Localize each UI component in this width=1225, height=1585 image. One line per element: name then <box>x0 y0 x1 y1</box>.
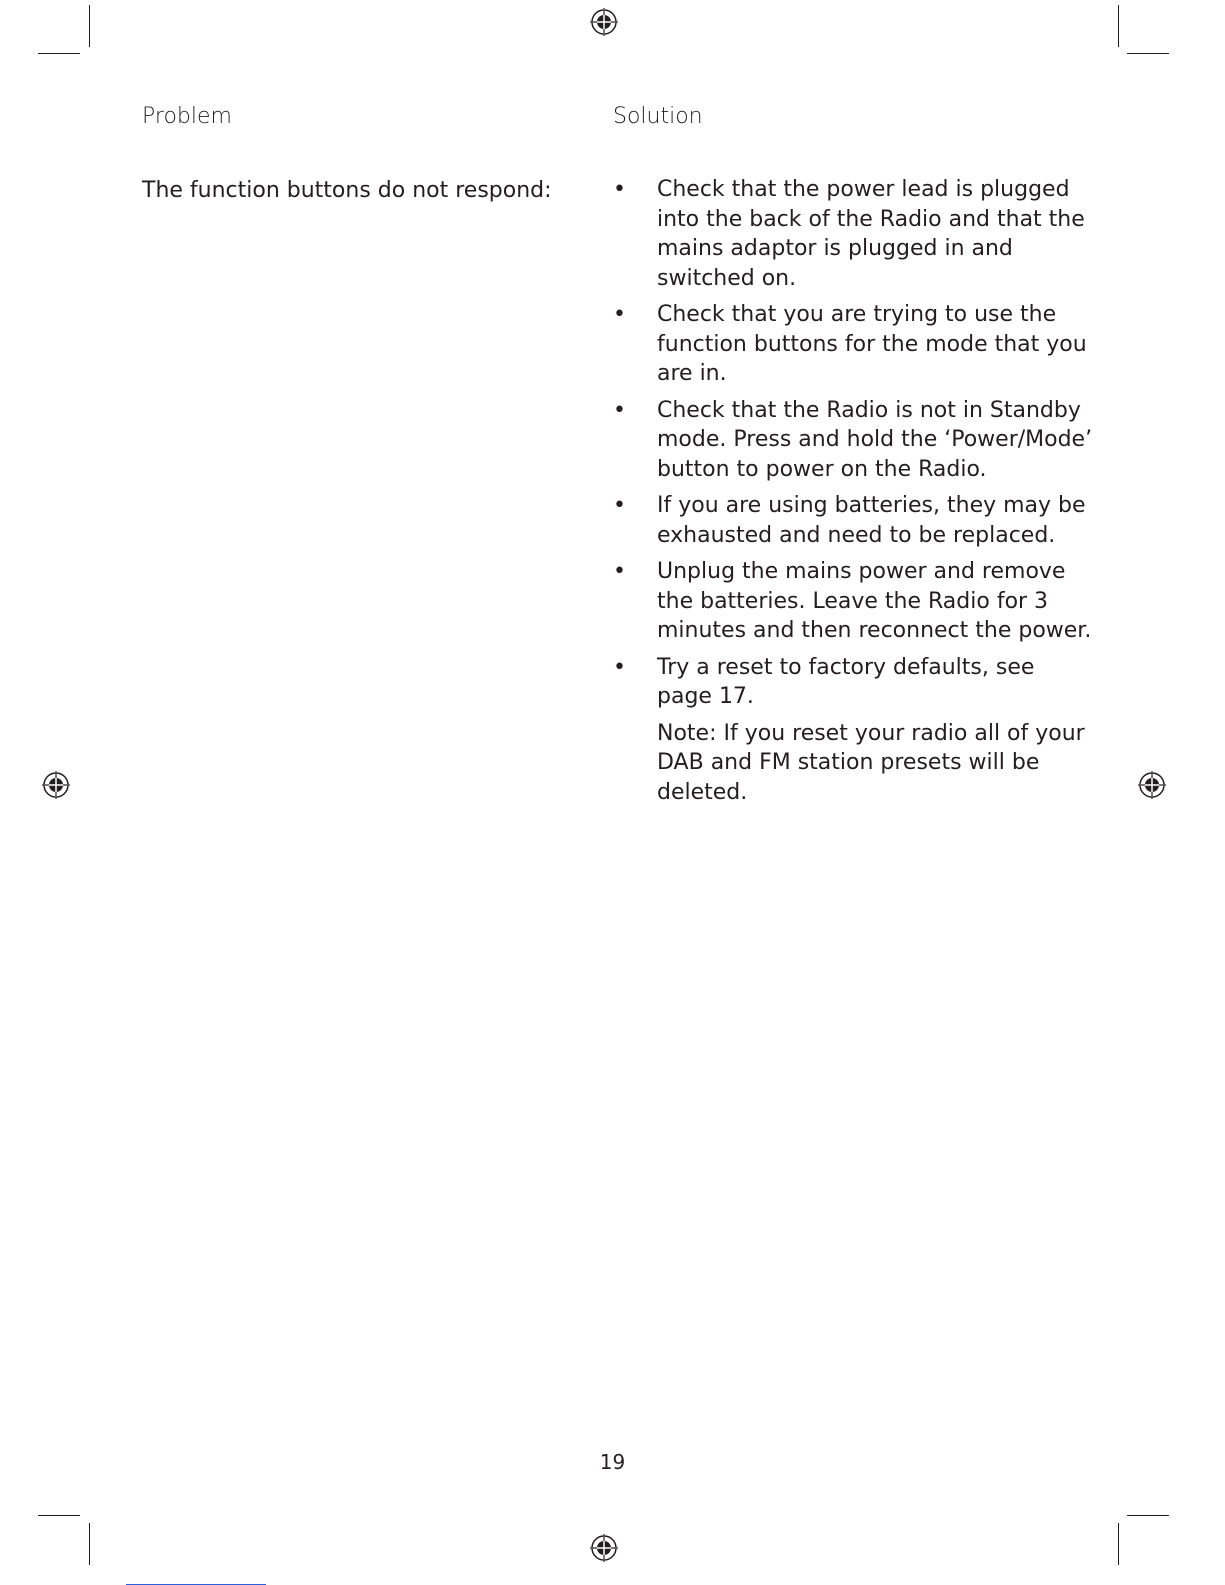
solution-item <box>613 491 1093 550</box>
solution-item <box>613 396 1093 485</box>
bullet-icon: • <box>613 559 626 584</box>
solution-text: Check that the Radio is not in Standby mode. Press and hold the ‘Power/Mode’ button to power on the Radio. <box>657 397 1093 482</box>
crop-mark <box>1118 5 1119 47</box>
bullet-icon: • <box>613 177 626 202</box>
bullet-icon: • <box>613 493 626 518</box>
solution-text: If you are using batteries, they may be exhausted and need to be replaced. <box>657 493 1086 548</box>
crop-mark <box>38 53 80 54</box>
crop-mark <box>89 1523 90 1565</box>
registration-mark-icon <box>41 770 71 800</box>
crop-mark <box>1127 53 1169 54</box>
problem-column-header: Problem <box>142 104 232 129</box>
solution-item <box>613 300 1093 389</box>
note-text: Note: If you reset your radio all of your DAB and FM station presets will be deleted. <box>657 720 1085 805</box>
crop-mark <box>38 1515 80 1516</box>
solution-text: Check that the power lead is plugged into the back of the Radio and that the mains adaptor is plugged in and switched on. <box>657 177 1085 291</box>
solution-text: Check that you are trying to use the function buttons for the mode that you are in. <box>657 302 1087 386</box>
solution-item <box>613 175 1093 293</box>
solution-column-header: Solution <box>613 104 703 129</box>
crop-mark <box>1118 1523 1119 1565</box>
solution-item <box>613 557 1093 646</box>
registration-mark-icon <box>589 1533 619 1563</box>
registration-mark-icon <box>1137 770 1167 800</box>
bullet-icon: • <box>613 397 626 423</box>
solution-item <box>613 653 1093 712</box>
solution-text: Unplug the mains power and remove the batteries. Leave the Radio for 3 minutes and then reconnect the power. <box>657 559 1092 643</box>
crop-mark <box>89 5 90 47</box>
solution-text: Try a reset to factory defaults, see page 17. <box>657 654 1035 709</box>
solution-list <box>613 175 1093 807</box>
crop-mark <box>1127 1515 1169 1516</box>
page-number: 19 <box>599 1450 626 1474</box>
bullet-icon: • <box>613 654 626 680</box>
registration-mark-icon <box>589 7 619 37</box>
problem-text: The function buttons do not respond: <box>142 178 552 203</box>
bullet-icon: • <box>613 302 626 327</box>
